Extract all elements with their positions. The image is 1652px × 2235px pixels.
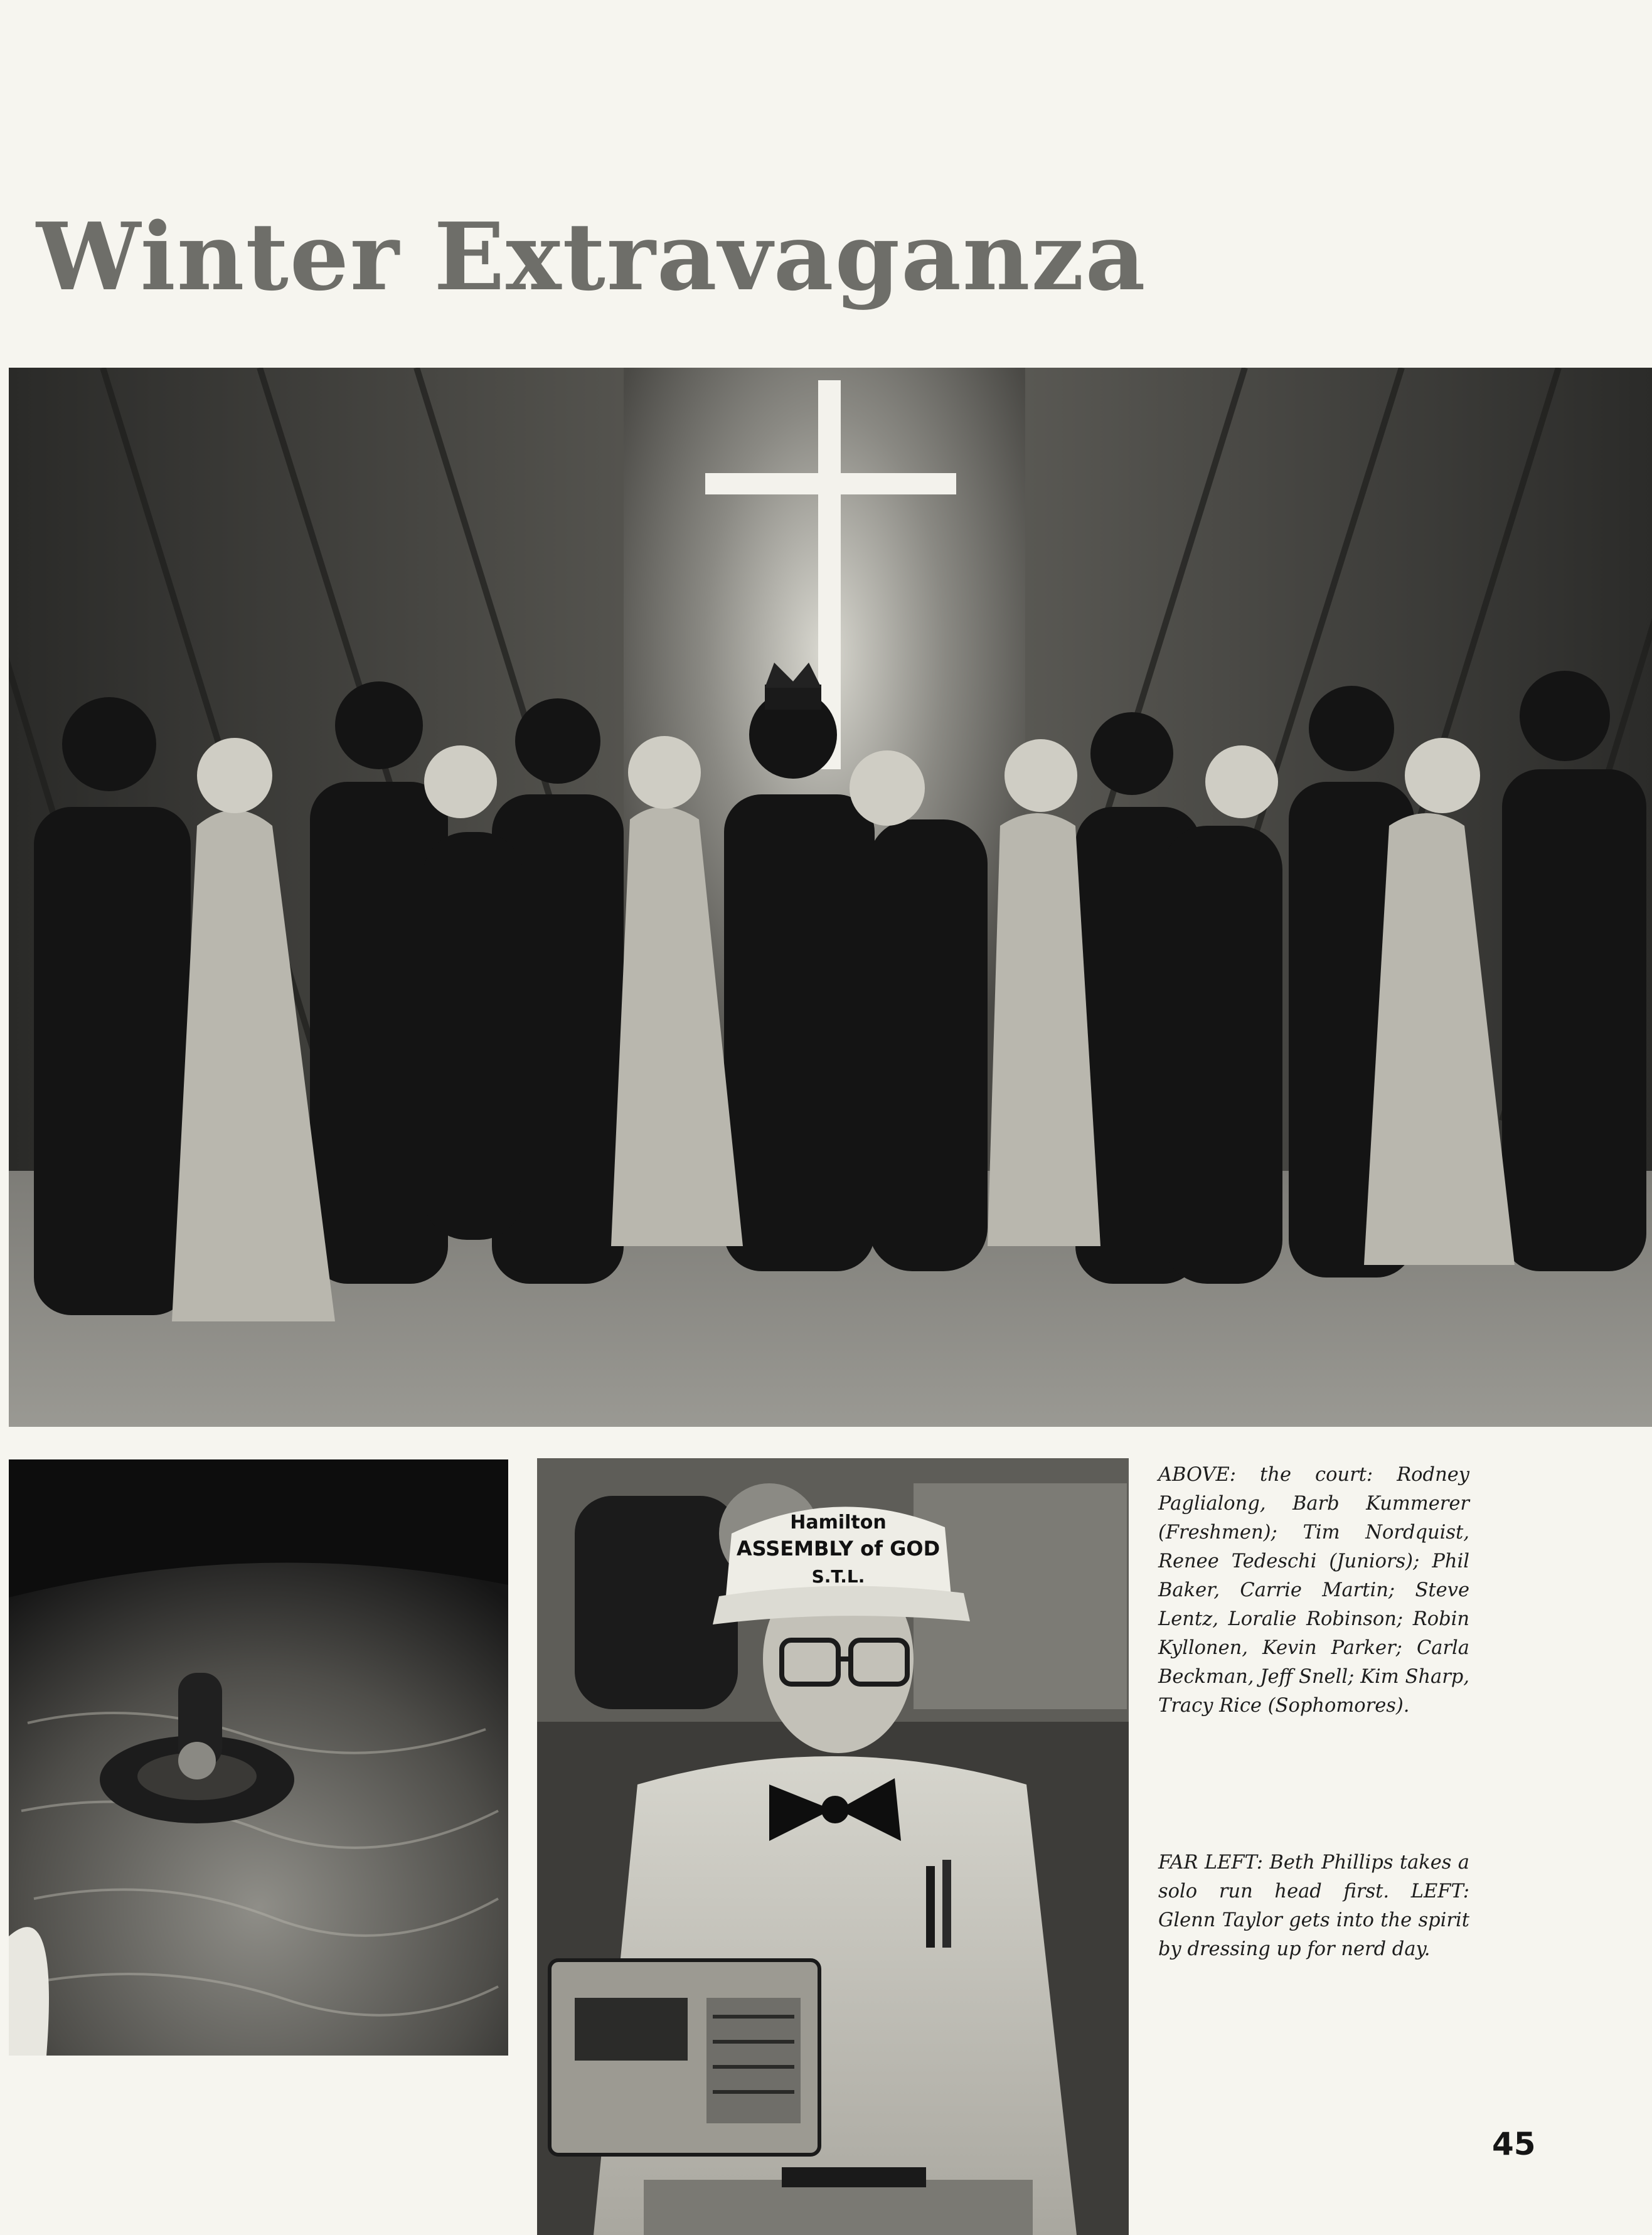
visor-text-line-1: Hamilton [790, 1512, 887, 1534]
snow-tube-photo [9, 1459, 508, 2056]
court-group-photo [9, 368, 1652, 1427]
far-left-left-caption: FAR LEFT: Beth Phillips takes a solo run head first. LEFT: Glenn Taylor gets into the spirit by dressing up for nerd day. [1158, 1852, 1469, 1960]
visor-text-line-2: ASSEMBLY of GOD [736, 1537, 941, 1560]
visor-text-line-3: S.T.L. [811, 1566, 865, 1587]
page-title: Winter Extravaganza [36, 202, 1147, 311]
nerd-day-photo [537, 1458, 1129, 2235]
page-number: 45 [1492, 2126, 1536, 2162]
court-caption: ABOVE: the court: Rodney Paglialong, Barb Kummerer (Freshmen); Tim Nordquist, Renee Tedeschi (Juniors); Phil Baker, Carrie Martin; Steve Lentz, Loralie Robinson; Robin Kyllonen, Kevin Parker; Carla Beckman, Jeff Snell; Kim Sharp, Tracy Rice (Sophomores). [1158, 1464, 1469, 1717]
